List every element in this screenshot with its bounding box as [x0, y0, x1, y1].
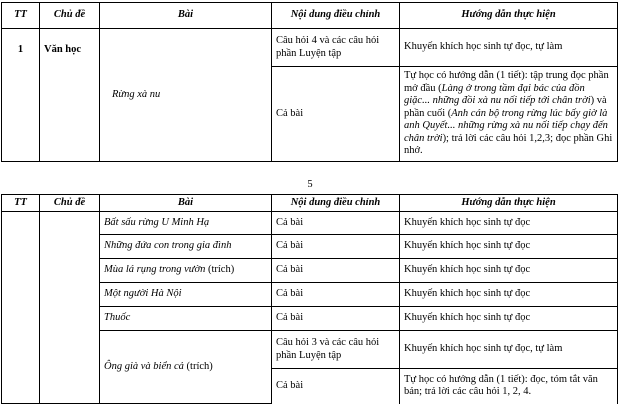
table-row — [2, 212, 618, 235]
row-noi-dung: Cả bài — [272, 67, 400, 162]
table-row — [2, 29, 618, 67]
header-noi-dung: Nội dung điều chỉnh — [272, 195, 400, 212]
row-noi-dung: Cả bài — [272, 212, 400, 235]
row-bai: Thuốc — [100, 307, 272, 331]
row-bai-title: Ông già và biển cả — [104, 360, 184, 372]
row-huong-dan: Khuyến khích học sinh tự đọc — [400, 307, 618, 331]
row-bai: Rừng xà nu — [100, 29, 272, 162]
row-chu-de-empty — [40, 212, 100, 404]
row-tt: 1 — [2, 29, 40, 162]
row-huong-dan: Khuyến khích học sinh tự đọc, tự làm — [400, 331, 618, 369]
header-chu-de: Chủ đề — [40, 195, 100, 212]
row-bai: Những đứa con trong gia đình — [100, 235, 272, 259]
guide-quote: Anh cán bộ trong rừng lúc bấy giờ là anh Quyết... những rừng xà nu nối tiếp chạy đến chân trời — [404, 107, 608, 144]
curriculum-table-2 — [1, 194, 618, 404]
guide-text: ); trả lời các câu hỏi 1,2,3; đọc phần Ghi nhớ. — [404, 132, 613, 157]
row-huong-dan: Khuyến khích học sinh tự đọc — [400, 235, 618, 259]
guide-quote: Làng ở trong tầm đại bác của đồn giặc... những đồi xà nu nối tiếp tới chân trời — [404, 82, 591, 107]
row-bai-suffix: (trích) — [205, 264, 235, 276]
row-noi-dung: Câu hỏi 3 và các câu hỏi phần Luyện tập — [272, 331, 400, 369]
row-huong-dan: Khuyến khích học sinh tự đọc — [400, 259, 618, 283]
row-huong-dan: Tự học có hướng dẫn (1 tiết): đọc, tóm tắt văn bản; trả lời các câu hỏi 1, 2, 4. — [400, 369, 618, 404]
header-huong-dan: Hướng dẫn thực hiện — [400, 195, 618, 212]
header-tt: TT — [2, 3, 40, 29]
row-noi-dung: Câu hỏi 4 và các câu hỏi phần Luyện tập — [272, 29, 400, 67]
row-huong-dan: Khuyến khích học sinh tự đọc — [400, 283, 618, 307]
row-huong-dan: Khuyến khích học sinh tự đọc — [400, 212, 618, 235]
row-noi-dung: Cả bài — [272, 369, 400, 404]
row-noi-dung: Cả bài — [272, 235, 400, 259]
row-tt-empty — [2, 212, 40, 404]
header-bai: Bài — [100, 195, 272, 212]
table-header-row — [2, 195, 618, 212]
header-bai: Bài — [100, 3, 272, 29]
row-chu-de: Văn học — [40, 29, 100, 162]
row-bai — [100, 259, 272, 283]
row-bai: Một người Hà Nội — [100, 283, 272, 307]
header-noi-dung: Nội dung điều chỉnh — [272, 3, 400, 29]
guide-text: Tự học có hướng dẫn (1 tiết): tập trung đọc phần mở đầu ( — [404, 69, 609, 94]
guide-text: ) và phần cuối ( — [404, 95, 607, 119]
curriculum-table-1 — [1, 2, 618, 162]
row-bai-title: Mùa lá rụng trong vườn — [104, 264, 206, 276]
page-number: 5 — [307, 179, 313, 190]
header-tt: TT — [2, 195, 40, 212]
row-huong-dan: Khuyến khích học sinh tự đọc, tự làm — [400, 29, 618, 67]
row-noi-dung: Cả bài — [272, 259, 400, 283]
header-huong-dan: Hướng dẫn thực hiện — [400, 3, 618, 29]
row-noi-dung: Cả bài — [272, 283, 400, 307]
row-bai-suffix: (trích) — [183, 360, 213, 372]
row-bai: Bất sấu rừng U Minh Hạ — [100, 212, 272, 235]
table-header-row — [2, 3, 618, 29]
row-noi-dung: Cả bài — [272, 307, 400, 331]
row-huong-dan — [400, 67, 618, 162]
row-bai — [100, 331, 272, 404]
header-chu-de: Chủ đề — [40, 3, 100, 29]
